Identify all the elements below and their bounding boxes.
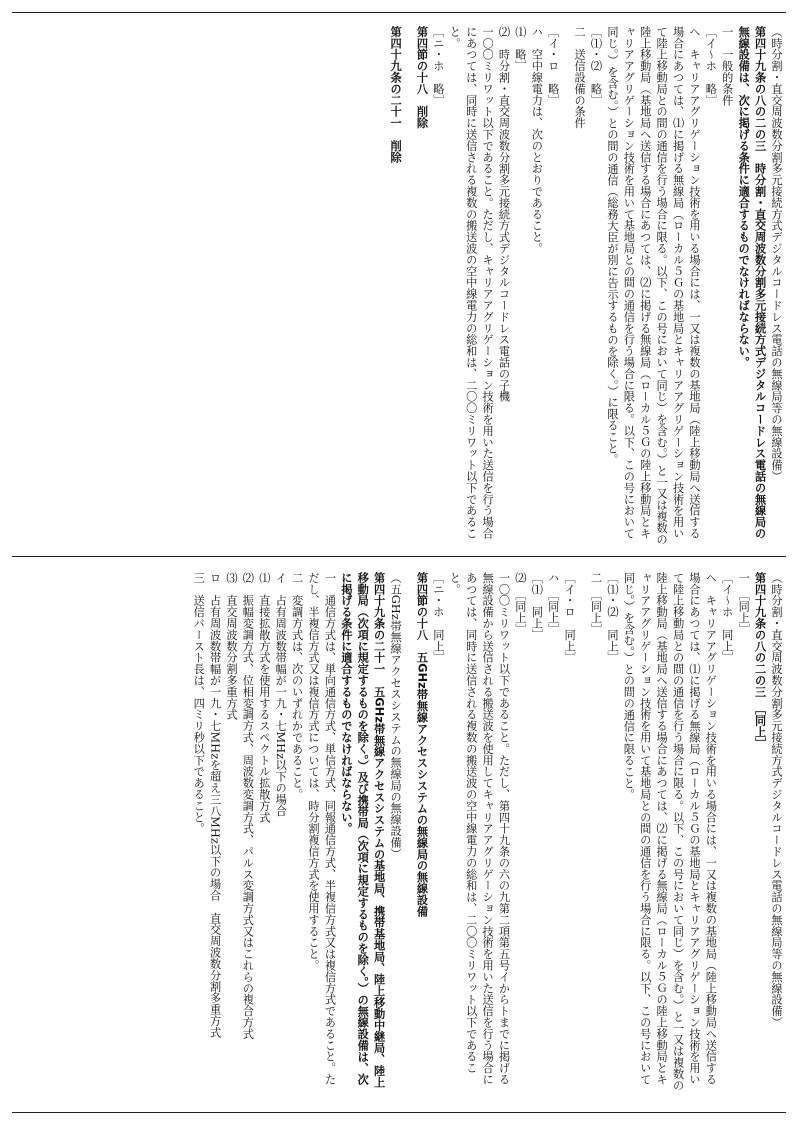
article-title: 第四十九条の八の二の三 ［同上］: [753, 572, 767, 749]
item-1-omitted: ［イ～ホ 略］: [704, 26, 718, 106]
item-2: 二 ［同上］: [589, 572, 603, 635]
item-1-same: ［イ～ホ 同上］: [720, 572, 734, 664]
item-2-ha: ハ ［同上］: [546, 572, 560, 635]
item-1-he: ヘ キャリアアグリゲーション技術を用いる場合には、一又は複数の基地局（陸上移動局へ送信する場合にあつては、⑴に掲げる無線局（ローカル５Ｇの基地局とキャリアアグリゲーション技術を用いて陸上移動局との間の通信を行う場合に限る。以下、この号において同じ）を含む。）と一又は複数の陸上移動局（基地局へ送信する場合にあつては、⑵に掲げる無線局（ローカル５Ｇの陸上移動局とキャリアアグリゲーション技術を用いて基地局との間の通信を行う場合に限る。以下、この号において同じ。）を含む。）との間の通信（総務大臣が別に告示するものを除く。）に限ること。: [605, 26, 701, 545]
article-21-item-1: 一 通信方式は、単向通信方式、単信方式、同報通信方式、半複信方式又は複信方式であること。ただし、半複信方式又は複信方式については、時分割複信方式を使用すること。: [307, 572, 337, 1085]
item-2-omitted: ［イ・ロ 略］: [546, 26, 560, 106]
article-deleted: 第四十九条の二十一 削除: [389, 26, 403, 163]
item-1-he: ヘ キャリアアグリゲーション技術を用いる場合には、一又は複数の基地局（陸上移動局へ送信する場合にあつては、⑴に掲げる無線局（ローカル５Ｇの基地局とキャリアアグリゲーション技術を用いて陸上移動局との間の通信を行う場合に限る。以下、この号において同じ）を含む。）と一又は複数の陸上移動局（基地局へ送信する場合にあつては、⑵に掲げる無線局（ローカル５Ｇの陸上移動局とキャリアアグリゲーション技術を用いて基地局との間の通信を行う場合に限る。以下、この号において同じ。）を含む。）との間の通信に限ること。: [622, 572, 718, 1091]
item-1: 一 ［同上］: [737, 572, 751, 635]
article-caption: （五GHz帯無線アクセスシステムの無線局の無線設備）: [389, 572, 403, 860]
article-21-item-2-ro: ロ 占有周波数帯幅が一九・七MHzを超え三八MHz以下の場合 直交周波数分割多重方式: [208, 572, 222, 1038]
section-heading: （時分割・直交周波数分割多元接続方式デジタルコードレス電話の無線局等の無線設備）: [770, 26, 783, 482]
section-heading: （時分割・直交周波数分割多元接続方式デジタルコードレス電話の無線局等の無線設備）: [770, 572, 783, 1028]
article-21-item-2-i-2: ⑵ 振幅変調方式、位相変調方式、周波数変調方式、パルス変調方式又はこれらの複合方式: [241, 572, 255, 1040]
item-2-ni-ho: ［ニ・ホ 略］: [431, 26, 445, 106]
article-21-item-2-i-1: ⑴ 直接拡散方式を使用するスペクトル拡散方式: [257, 572, 271, 823]
bottom-rule: [12, 1112, 786, 1113]
item-2: 二 送信設備の条件: [573, 26, 587, 129]
item-1-sub-omitted: ［⑴・⑵ 略］: [589, 26, 603, 106]
item-2-ha: ハ 空中線電力は、次のとおりであること。: [530, 26, 544, 254]
section-deleted: 第四節の十八 削除: [415, 26, 429, 129]
original-text-section: [14, 572, 784, 1092]
item-1: 一 一般的条件: [720, 26, 734, 106]
section-title: 第四節の十八 五GHz帯無線アクセスシステムの無線局の無線設備: [415, 572, 429, 917]
item-2-ha-2-text: 一〇〇ミリワット以下であること。ただし、キャリアアグリゲーション技術を用いた送信を行う場合にあつては、同時に送信される複数の搬送波の空中線電力の総和は、二〇〇ミリワット以下であること。: [448, 26, 495, 539]
article-21-item-3: 三 送信バースト長は、四ミリ秒以下であること。: [192, 572, 206, 835]
item-2-ha-1: ［⑴ 同上］: [530, 572, 544, 641]
article-21-item-2-i-3: ⑶ 直交周波数分割多重方式: [225, 572, 238, 721]
article-title: 第四十九条の八の二の三 時分割・直交周波数分割多元接続方式デジタルコードレス電話の無線局の無線設備は、次に掲げる条件に適合するものでなければならない。: [737, 26, 767, 539]
article-21-item-2-i: イ 占有周波数帯幅が一九・七MHz以下の場合: [274, 572, 288, 817]
item-2-ha-2: ⑵ ［同上］: [513, 572, 527, 635]
item-2-ha-2-text: 一〇〇ミリワット以下であること。ただし、第四十九条の六の九第二項第五号イからトまでに掲げる無線設備から送信される搬送波を使用してキャリアアグリゲーション技術を用いた送信を行う場合にあつては、同時に送信される複数の搬送波の空中線電力の総和は、二〇〇ミリワット以下であること。: [448, 572, 511, 1085]
item-2-ni-ho: ［ニ・ホ 同上］: [431, 572, 445, 664]
amended-text-section: [14, 26, 784, 546]
item-2-ha-2: ⑵ 時分割・直交周波数分割多元接続方式デジタルコードレス電話の子機: [497, 26, 511, 403]
item-2-same: ［イ・ロ 同上］: [563, 572, 577, 664]
article-21-item-2: 二 変調方式は、次のいずれかであること。: [290, 572, 304, 800]
top-rule: [12, 12, 786, 13]
article-21: 第四十九条の二十一 五GHz帯無線アクセスシステムの基地局、携帯基地局、陸上移動中継局、陸上移動局（次項に規定するものを除く。）及び携帯局（次項に規定するものを除く。）の無線設備は、次に掲げる条件に適合するものでなければならない。: [339, 572, 386, 1088]
item-2-ha-1: ⑴ 略］: [513, 26, 527, 72]
middle-rule: [12, 556, 786, 557]
item-1-sub-same: ［⑴・⑵ 同上］: [605, 572, 619, 664]
